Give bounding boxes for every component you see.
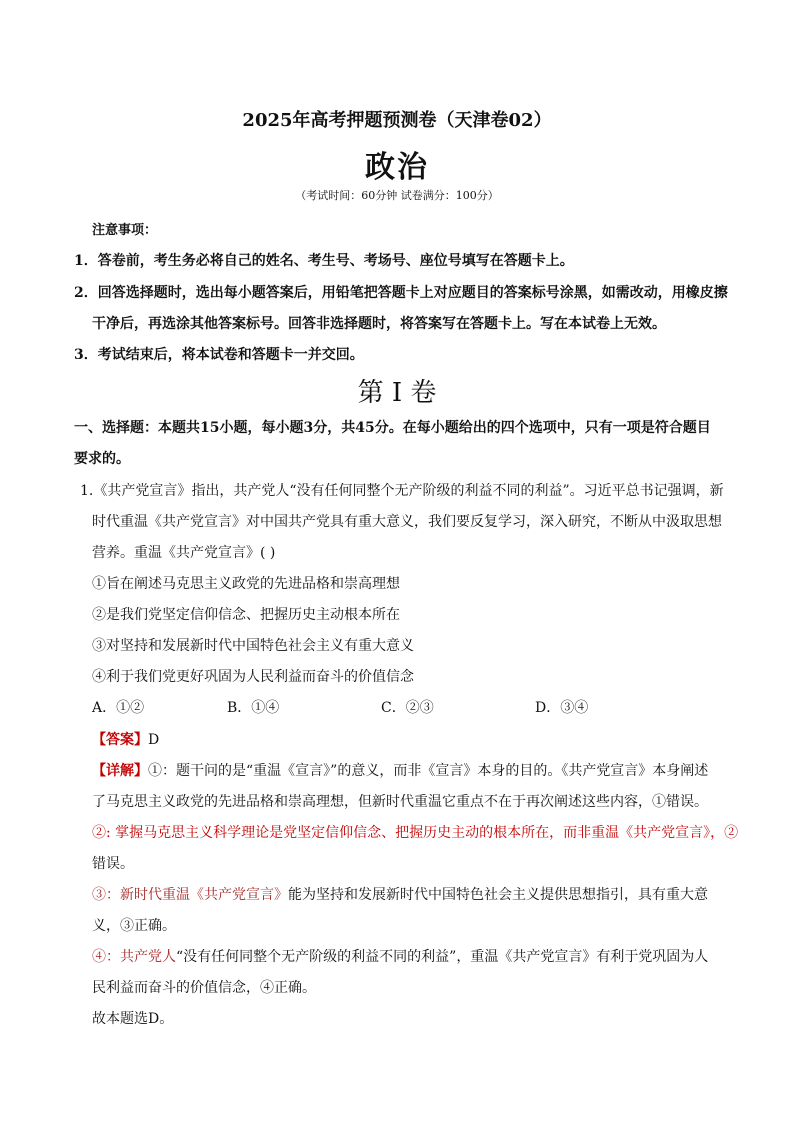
subject-title: 政治 [365, 150, 429, 185]
option-c: C．②③ [381, 700, 434, 716]
explanation-p3-line [92, 884, 708, 904]
explanation-p4-a: “没有任何同整个无产阶级的利益不同的利益”，重温《共产党宣言》有利于党巩固为人 [176, 949, 709, 965]
explanation-p3-a: 能为坚持和发展新时代中国特色社会主义提供思想指引，具有重大意 [288, 887, 708, 903]
option-b: B．①④ [227, 700, 280, 716]
answer-tag: 【答案】 [92, 732, 148, 748]
answer-value: D [148, 732, 160, 748]
notice-item-3: 3．考试结束后，将本试卷和答题卡一并交回。 [74, 347, 364, 363]
explanation-p4-line [92, 946, 708, 966]
statement-4: ④利于我们党更好巩固为人民利益而奋斗的价值信念 [92, 669, 414, 685]
section-title: 第 I 卷 [357, 378, 437, 408]
question-stem-cont-2: 营养。重温《共产党宣言》( ) [92, 545, 276, 561]
explanation-p2-b: 错误。 [92, 856, 134, 872]
explanation-p1-a: ①：题干问的是“重温《宣言》”的意义，而非《宣言》本身的目的。《共产党宣言》本身阐述 [148, 763, 709, 779]
question-stem-cont-1: 时代重温《共产党宣言》对中国共产党具有重大意义，我们要反复学习，深入研究，不断从中汲取思想 [92, 514, 722, 530]
statement-1: ①旨在阐述马克思主义政党的先进品格和崇高理想 [92, 576, 400, 592]
exam-title: 2025年高考押题预测卷（天津卷02） [242, 110, 552, 131]
question-stem: 1.《共产党宣言》指出，共产党人“没有任何同整个无产阶级的利益不同的利益”。习近平总书记强调，新 [80, 483, 724, 499]
explanation-p4-b: 民利益而奋斗的价值信念，④正确。 [92, 980, 316, 996]
explanation-tag: 【详解】 [92, 763, 148, 779]
exam-info: （考试时间：60分钟 试卷满分：100分） [295, 189, 499, 202]
option-a: A．①② [92, 700, 145, 716]
section-instruction-cont: 要求的。 [74, 451, 130, 467]
notice-heading: 注意事项： [92, 223, 158, 238]
statement-3: ③对坚持和发展新时代中国特色社会主义有重大意义 [92, 638, 414, 654]
statement-2: ②是我们党坚定信仰信念、把握历史主动根本所在 [92, 607, 400, 623]
explanation-p1-b: 了马克思主义政党的先进品格和崇高理想，但新时代重温它重点不在于再次阐述这些内容，①错误。 [92, 794, 708, 810]
option-d: D．③④ [535, 700, 589, 716]
notice-item-2: 2．回答选择题时，选出每小题答案后，用铅笔把答题卡上对应题目的答案标号涂黑，如需改动，用橡皮擦 [74, 285, 728, 301]
explanation-conclusion: 故本题选D。 [92, 1011, 174, 1027]
notice-item-1: 1．答卷前，考生务必将自己的姓名、考生号、考场号、座位号填写在答题卡上。 [74, 253, 574, 269]
explanation-p3-b: 义，③正确。 [92, 918, 176, 934]
explanation-p2-a: ②: 掌握马克思主义科学理论是党坚定信仰信念、把握历史主动的根本所在，而非重温《共产党宣言》，② [92, 825, 739, 841]
answer-line [92, 729, 159, 749]
notice-item-2-cont: 干净后，再选涂其他答案标号。回答非选择题时，将答案写在答题卡上。写在本试卷上无效。 [92, 316, 666, 332]
explanation-p4-lead: ④：共产党人 [92, 949, 176, 965]
explanation-p3-lead: ③：新时代重温《共产党宣言》 [92, 887, 288, 903]
explanation-line-1 [92, 760, 708, 780]
section-instruction: 一、选择题：本题共15小题，每小题3分，共45分。在每小题给出的四个选项中，只有一项是符合题目 [74, 420, 711, 436]
